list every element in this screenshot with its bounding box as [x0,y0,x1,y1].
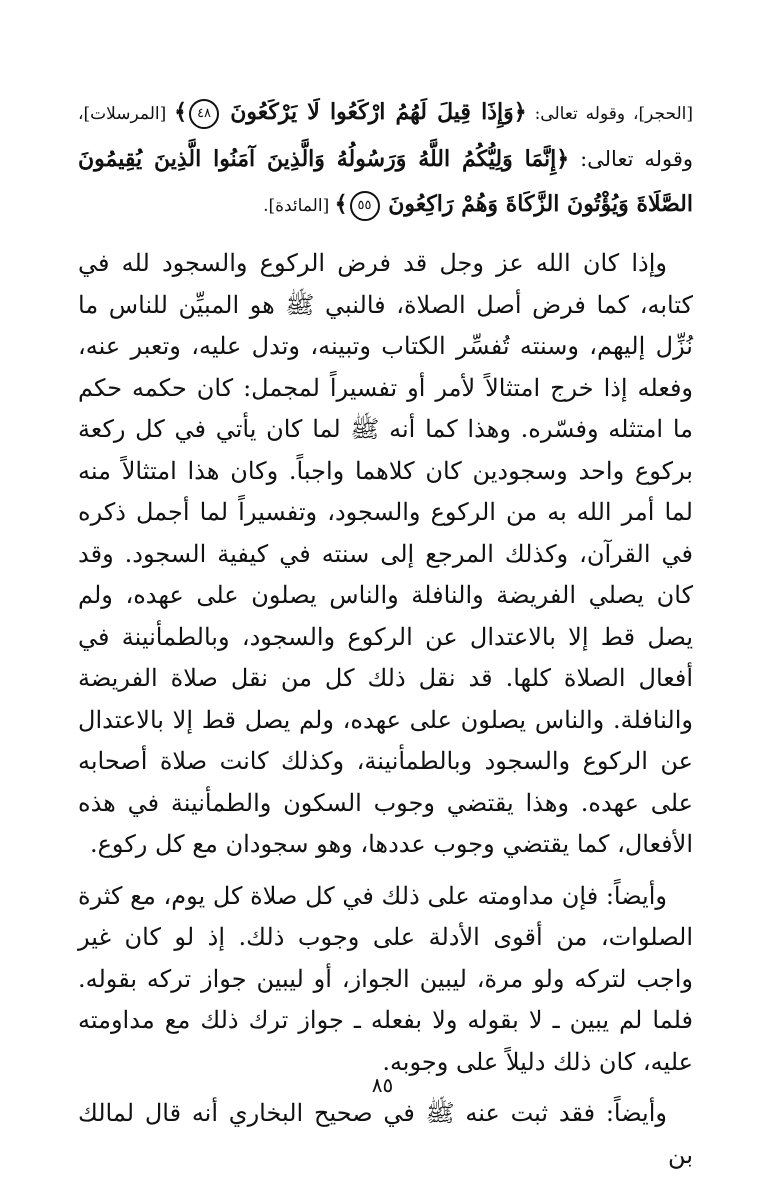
surah-reference: [الحجر]، وقوله تعالى: [526,104,693,124]
verse-intro: وقوله تعالى: [569,147,694,171]
quran-verse: ﴿وَإِذَا قِيلَ لَهُمُ ارْكَعُوا لَا يَرْكَعُونَ [230,99,527,125]
ayah-number-marker: ٤٨ [189,99,219,129]
quran-verse: ﴿إِنَّمَا وَلِيُّكُمُ اللَّهُ وَرَسُولُهُ وَالَّذِينَ آمَنُوا الَّذِينَ يُقِيمُونَ الصَّلَاةَ وَيُؤْتُونَ الزَّكَاةَ وَهُمْ رَاكِعُونَ [78,146,693,217]
paragraph: وأيضاً: فقد ثبت عنه ﷺ في صحيح البخاري أنه قال لمالك بن [78,1099,693,1169]
surah-reference: [المائدة]. [263,196,335,216]
surah-reference: [المرسلات]، [78,104,175,124]
quran-verses-block [78,90,693,229]
page-number: ٨٥ [371,1073,394,1097]
page-body [78,90,693,1176]
ayah-number-marker: ٥٥ [350,191,380,221]
verse-close-bracket: ﴾ [334,191,348,217]
paragraph: وإذا كان الله عز وجل قد فرض الركوع والسجود لله في كتابه، كما فرض أصل الصلاة، فالنبي ﷺ هو المبيِّن للناس ما نُزِّل إليهم، وسنته تُفسِّر الكتاب وتبينه، وتدل عليه، وتعبر عنه، وفعله إذا خرج امتثالاً لأمر أو تفسيراً لمجمل: كان حكمه حكم ما امتثله وفسّره. وهذا كما أنه ﷺ لما كان يأتي في كل ركعة بركوع واحد وسجودين كان كلاهما واجباً. وكان هذا امتثالاً منه لما أمر الله به من الركوع والسجود، وتفسيراً لما أجمل ذكره في القرآن، وكذلك المرجع إلى سنته في كيفية السجود. وقد كان يصلي الفريضة والنافلة والناس يصلون على عهده، ولم يصل قط إلا بالاعتدال عن الركوع والسجود، وبالطمأنينة في أفعال الصلاة كلها. قد نقل ذلك كل من نقل صلاة الفريضة والنافلة. والناس يصلون على عهده، ولم يصل قط إلا بالاعتدال عن الركوع والسجود وبالطمأنينة، وكذلك كانت صلاة أصحابه على عهده. وهذا يقتضي وجوب السكون والطمأنينة في هذه الأفعال، كما يقتضي وجوب عددها، وهو سجودان مع كل ركوع. [78,249,693,858]
paragraph: وأيضاً: فإن مداومته على ذلك في كل صلاة كل يوم، مع كثرة الصلوات، من أقوى الأدلة على وجوب ذلك. إذ لو كان غير واجب لتركه ولو مرة، ليبين الجواز، أو ليبين جواز تركه بقوله. فلما لم يبين ـ لا بقوله ولا بفعله ـ جواز ترك ذلك مع مداومته عليه، كان ذلك دليلاً على وجوبه. [78,881,693,1076]
verse-close-bracket: ﴾ [174,99,188,125]
